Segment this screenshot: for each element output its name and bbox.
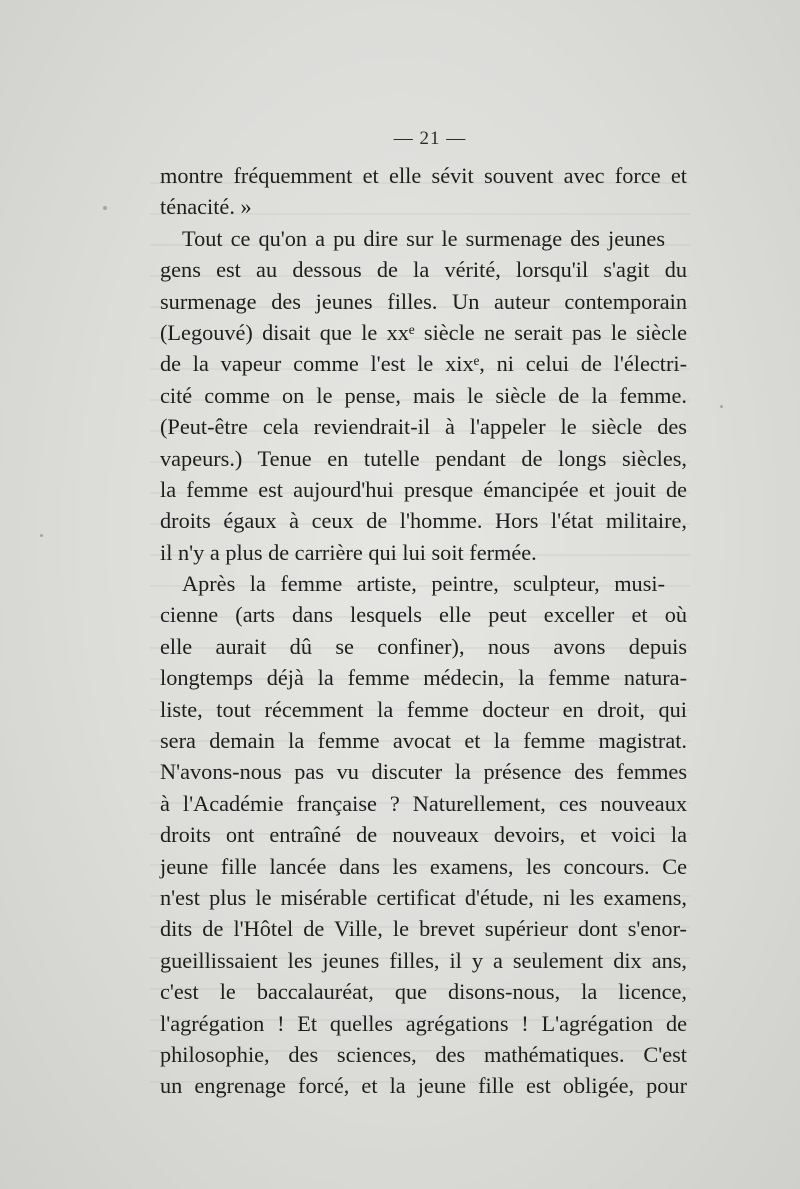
text-line: N'avons-nous pas vu discuter la présence des femmes <box>160 759 687 785</box>
page-speck <box>40 534 43 537</box>
text-line: de la vapeur comme l'est le xixᵉ, ni celui de l'électri- <box>160 351 687 377</box>
text-line: cienne (arts dans lesquels elle peut exceller et où <box>160 602 687 628</box>
text-line: cité comme on le pense, mais le siècle de la femme. <box>160 382 687 408</box>
text-line: sera demain la femme avocat et la femme magistrat. <box>160 728 687 754</box>
text-line: vapeurs.) Tenue en tutelle pendant de longs siècles, <box>160 445 687 471</box>
text-line: dits de l'Hôtel de Ville, le brevet supérieur dont s'enor- <box>160 916 687 942</box>
text-line: l'agrégation ! Et quelles agrégations ! L'agrégation de <box>160 1010 687 1036</box>
paragraph-start-line: Tout ce qu'on a pu dire sur le surmenage des jeunes <box>182 225 665 251</box>
text-line: n'est plus le misérable certificat d'étude, ni les examens, <box>160 884 687 910</box>
text-line: à l'Académie française ? Naturellement, ces nouveaux <box>160 790 687 816</box>
text-line: droits égaux à ceux de l'homme. Hors l'état militaire, <box>160 508 687 534</box>
page-speck <box>103 206 107 210</box>
text-line: (Peut-être cela reviendrait-il à l'appeler le siècle des <box>160 414 687 440</box>
body-text <box>160 160 687 1102</box>
text-line: philosophie, des sciences, des mathématiques. C'est <box>160 1041 687 1067</box>
text-line: (Legouvé) disait que le xxᵉ siècle ne serait pas le siècle <box>160 319 687 345</box>
text-line: la femme est aujourd'hui presque émancipée et jouit de <box>160 476 687 502</box>
page-number: — 21 — <box>393 128 467 149</box>
text-line: il n'y a plus de carrière qui lui soit fermée. <box>160 539 537 565</box>
text-line: gueillissaient les jeunes filles, il y a seulement dix ans, <box>160 947 687 973</box>
paragraph-start-line: Après la femme artiste, peintre, sculpteur, musi- <box>182 571 665 597</box>
text-line: surmenage des jeunes filles. Un auteur contemporain <box>160 288 687 314</box>
text-line: ténacité. » <box>160 194 252 220</box>
text-line: elle aurait dû se confiner), nous avons depuis <box>160 633 687 659</box>
text-line: liste, tout récemment la femme docteur en droit, qui <box>160 696 687 722</box>
text-line: un engrenage forcé, et la jeune fille est obligée, pour <box>160 1073 687 1099</box>
text-line: gens est au dessous de la vérité, lorsqu'il s'agit du <box>160 257 687 283</box>
page-speck <box>720 405 723 408</box>
text-line: jeune fille lancée dans les examens, les concours. Ce <box>160 853 687 879</box>
text-line: longtemps déjà la femme médecin, la femme natura- <box>160 665 687 691</box>
text-line: montre fréquemment et elle sévit souvent avec force et <box>160 163 687 188</box>
text-line: c'est le baccalauréat, que disons-nous, la licence, <box>160 979 687 1005</box>
text-line: droits ont entraîné de nouveaux devoirs, et voici la <box>160 822 687 848</box>
